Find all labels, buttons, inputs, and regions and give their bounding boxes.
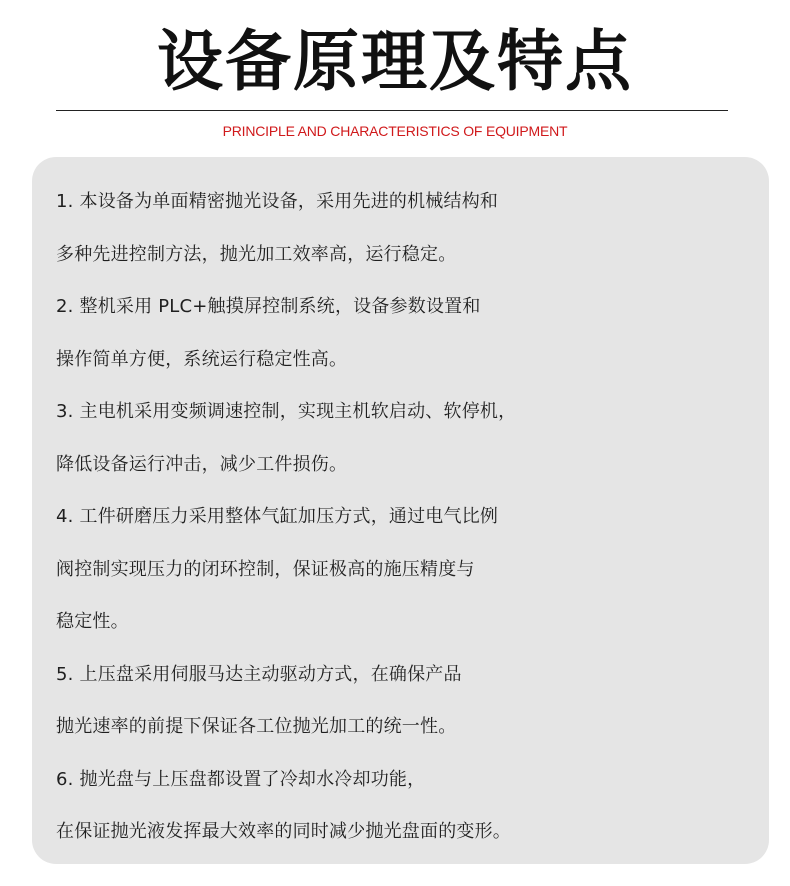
text-line: 4. 工件研磨压力采用整体气缸加压方式，通过电气比例 <box>56 506 499 527</box>
page-title: 设备原理及特点 <box>157 23 633 100</box>
text-line: 稳定性。 <box>56 611 129 632</box>
text-line: 多种先进控制方法，抛光加工效率高，运行稳定。 <box>56 243 457 265</box>
text-line: 6. 抛光盘与上压盘都设置了冷却水冷却功能， <box>56 768 426 790</box>
text-line: 2. 整机采用 PLC+触摸屏控制系统，设备参数设置和 <box>56 296 481 317</box>
text-line: 5. 上压盘采用伺服马达主动驱动方式，在确保产品 <box>56 663 462 685</box>
text-line: 抛光速率的前提下保证各工位抛光加工的统一性。 <box>56 716 457 737</box>
title-divider <box>56 110 728 111</box>
text-line: 1. 本设备为单面精密抛光设备，采用先进的机械结构和 <box>56 191 499 212</box>
text-line: 3. 主电机采用变频调速控制，实现主机软启动、软停机， <box>56 401 517 422</box>
text-line: 操作简单方便，系统运行稳定性高。 <box>56 348 348 370</box>
text-line: 阀控制实现压力的闭环控制，保证极高的施压精度与 <box>56 558 475 580</box>
text-line: 在保证抛光液发挥最大效率的同时减少抛光盘面的变形。 <box>56 821 511 842</box>
text-line: 降低设备运行冲击，减少工件损伤。 <box>56 453 348 475</box>
content-panel <box>32 157 769 864</box>
page-subtitle: PRINCIPLE AND CHARACTERISTICS OF EQUIPMENT <box>222 123 568 139</box>
